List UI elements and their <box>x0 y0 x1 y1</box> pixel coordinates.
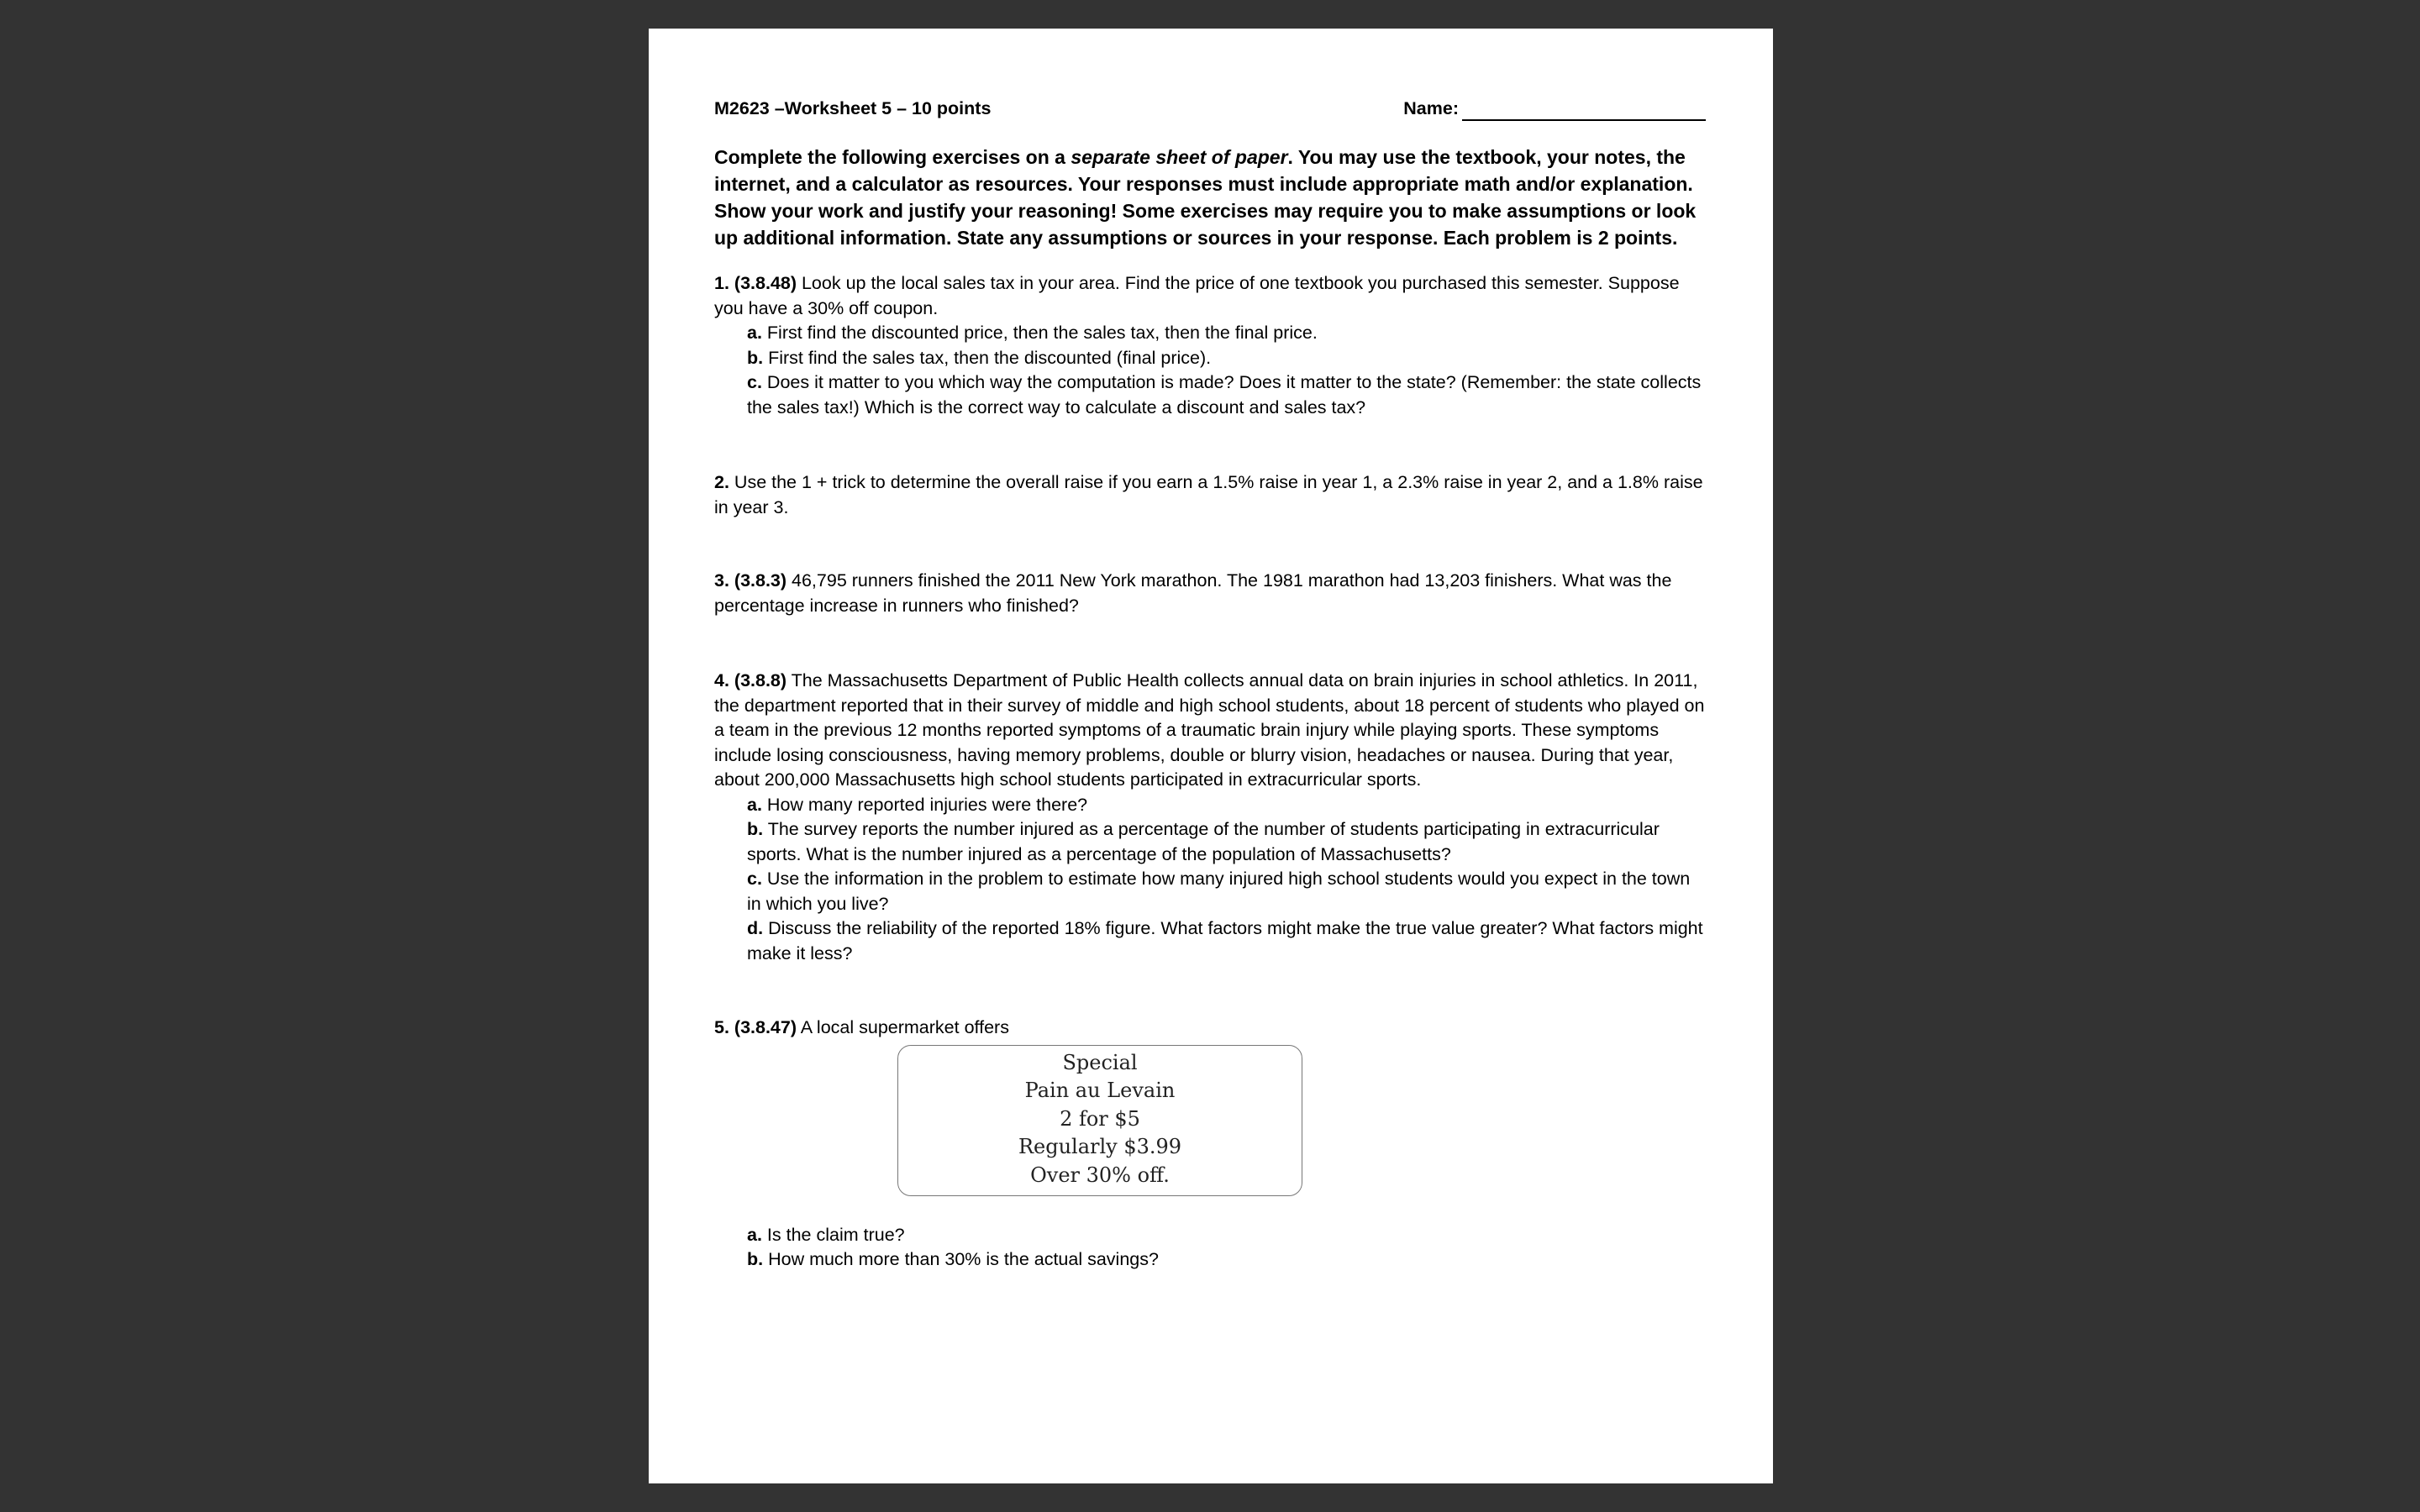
problem-1-label: 1. (3.8.48) <box>714 273 797 293</box>
problem-2 <box>714 470 1706 520</box>
problem-5b-text: How much more than 30% is the actual savings? <box>763 1249 1159 1269</box>
problem-1c <box>747 370 1706 420</box>
problem-3 <box>714 569 1706 618</box>
problem-4-stem <box>714 669 1706 793</box>
problem-4d-label: d. <box>747 918 764 938</box>
problem-4-label: 4. (3.8.8) <box>714 670 787 690</box>
instructions-emphasis: separate sheet of paper <box>1071 146 1288 168</box>
sign-line-deal: 2 for $5 <box>1060 1106 1140 1131</box>
name-blank-line <box>1462 101 1706 121</box>
problem-2-text: Use the 1 + trick to determine the overall raise if you earn a 1.5% raise in year 1, a 2.3% raise in year 2, and a 1.8% raise in year 3. <box>714 472 1703 517</box>
problem-2-stem <box>714 470 1706 520</box>
problem-4a <box>747 793 1706 818</box>
worksheet-header <box>714 96 1706 121</box>
problem-1-stem <box>714 271 1706 321</box>
sign-line-claim: Over 30% off. <box>1030 1163 1170 1187</box>
problem-5a-label: a. <box>747 1224 762 1245</box>
problem-5-parts <box>747 1223 1706 1273</box>
problem-4-text: The Massachusetts Department of Public Health collects annual data on brain injuries in school athletics. In 2011, the department reported that in their survey of middle and high school students, about 18 percent of students who played on a team in the previous 12 months reported symptoms of a traumatic brain injury while playing sports. These symptoms include losing consciousness, having memory problems, double or blurry vision, headaches or nausea. During that year, about 200,000 Massachusetts high school students participated in extracurricular sports. <box>714 670 1705 790</box>
problem-1-parts <box>747 321 1706 420</box>
problem-1b-text: First find the sales tax, then the discounted (final price). <box>763 347 1212 368</box>
sign-line-regular-price: Regularly $3.99 <box>1018 1135 1182 1158</box>
problem-1-text: Look up the local sales tax in your area. Find the price of one textbook you purchased this semester. Suppose you have a 30% off coupon. <box>714 273 1680 318</box>
name-label: Name: <box>1403 97 1459 118</box>
problem-4d <box>747 916 1706 966</box>
sign-line-special: Special <box>1062 1050 1138 1074</box>
problem-5b-label: b. <box>747 1249 764 1269</box>
problem-3-text: 46,795 runners finished the 2011 New York marathon. The 1981 marathon had 13,203 finishers. What was the percentage increase in runners who finished? <box>714 570 1672 616</box>
problem-1a <box>747 321 1706 346</box>
problem-4b-text: The survey reports the number injured as a percentage of the number of students participating in extracurricular sports. What is the number injured as a percentage of the population of Massachusetts? <box>747 819 1660 864</box>
problem-4 <box>714 669 1706 966</box>
problem-1c-label: c. <box>747 372 762 392</box>
worksheet-title: M2623 –Worksheet 5 – 10 points <box>714 97 992 118</box>
problem-4a-text: How many reported injuries were there? <box>761 794 1088 815</box>
problem-4c-label: c. <box>747 869 762 889</box>
instructions-part2: . You may use the textbook, your notes, the internet, and a calculator as resources. Your responses must include appropriate math and/or explanation. Show your work and justify your reasoning! Some exercises may require you to make assumptions or look up additional information. State any assumptions or sources in your response. Each problem is 2 points. <box>714 146 1697 249</box>
problem-4b <box>747 817 1706 867</box>
problem-4c <box>747 867 1706 916</box>
problem-5a <box>747 1223 1706 1248</box>
problem-5-label: 5. (3.8.47) <box>714 1017 797 1037</box>
problem-1c-text: Does it matter to you which way the computation is made? Does it matter to the state? (Remember: the state collects the sales tax!) Which is the correct way to calculate a discount and sales tax? <box>747 372 1702 417</box>
problem-5 <box>714 1016 1706 1273</box>
problem-5-text: A local supermarket offers <box>797 1017 1009 1037</box>
problem-4-parts <box>747 793 1706 967</box>
sign-line-product: Pain au Levain <box>1024 1079 1176 1102</box>
problem-1a-text: First find the discounted price, then the sales tax, then the final price. <box>761 323 1318 343</box>
special-offer-sign <box>897 1045 1302 1196</box>
problem-4d-text: Discuss the reliability of the reported 18% figure. What factors might make the true value greater? What factors might make it less? <box>747 918 1703 963</box>
worksheet-page <box>649 29 1773 1483</box>
name-field <box>1403 97 1706 122</box>
problem-3-stem <box>714 569 1706 618</box>
problem-4a-label: a. <box>747 794 762 815</box>
problem-5-stem <box>714 1016 1706 1041</box>
problem-1b <box>747 346 1706 371</box>
instructions <box>714 144 1706 251</box>
problem-1a-label: a. <box>747 323 762 343</box>
problem-1 <box>714 271 1706 420</box>
problem-5b <box>747 1247 1706 1273</box>
problem-1b-label: b. <box>747 347 764 368</box>
instructions-part1: Complete the following exercises on a <box>714 146 1071 168</box>
problem-5a-text: Is the claim true? <box>761 1224 905 1245</box>
problem-3-label: 3. (3.8.3) <box>714 570 787 591</box>
problem-4c-text: Use the information in the problem to estimate how many injured high school students would you expect in the town in which you live? <box>747 869 1691 914</box>
problem-4b-label: b. <box>747 819 764 839</box>
problem-2-label: 2. <box>714 472 729 492</box>
